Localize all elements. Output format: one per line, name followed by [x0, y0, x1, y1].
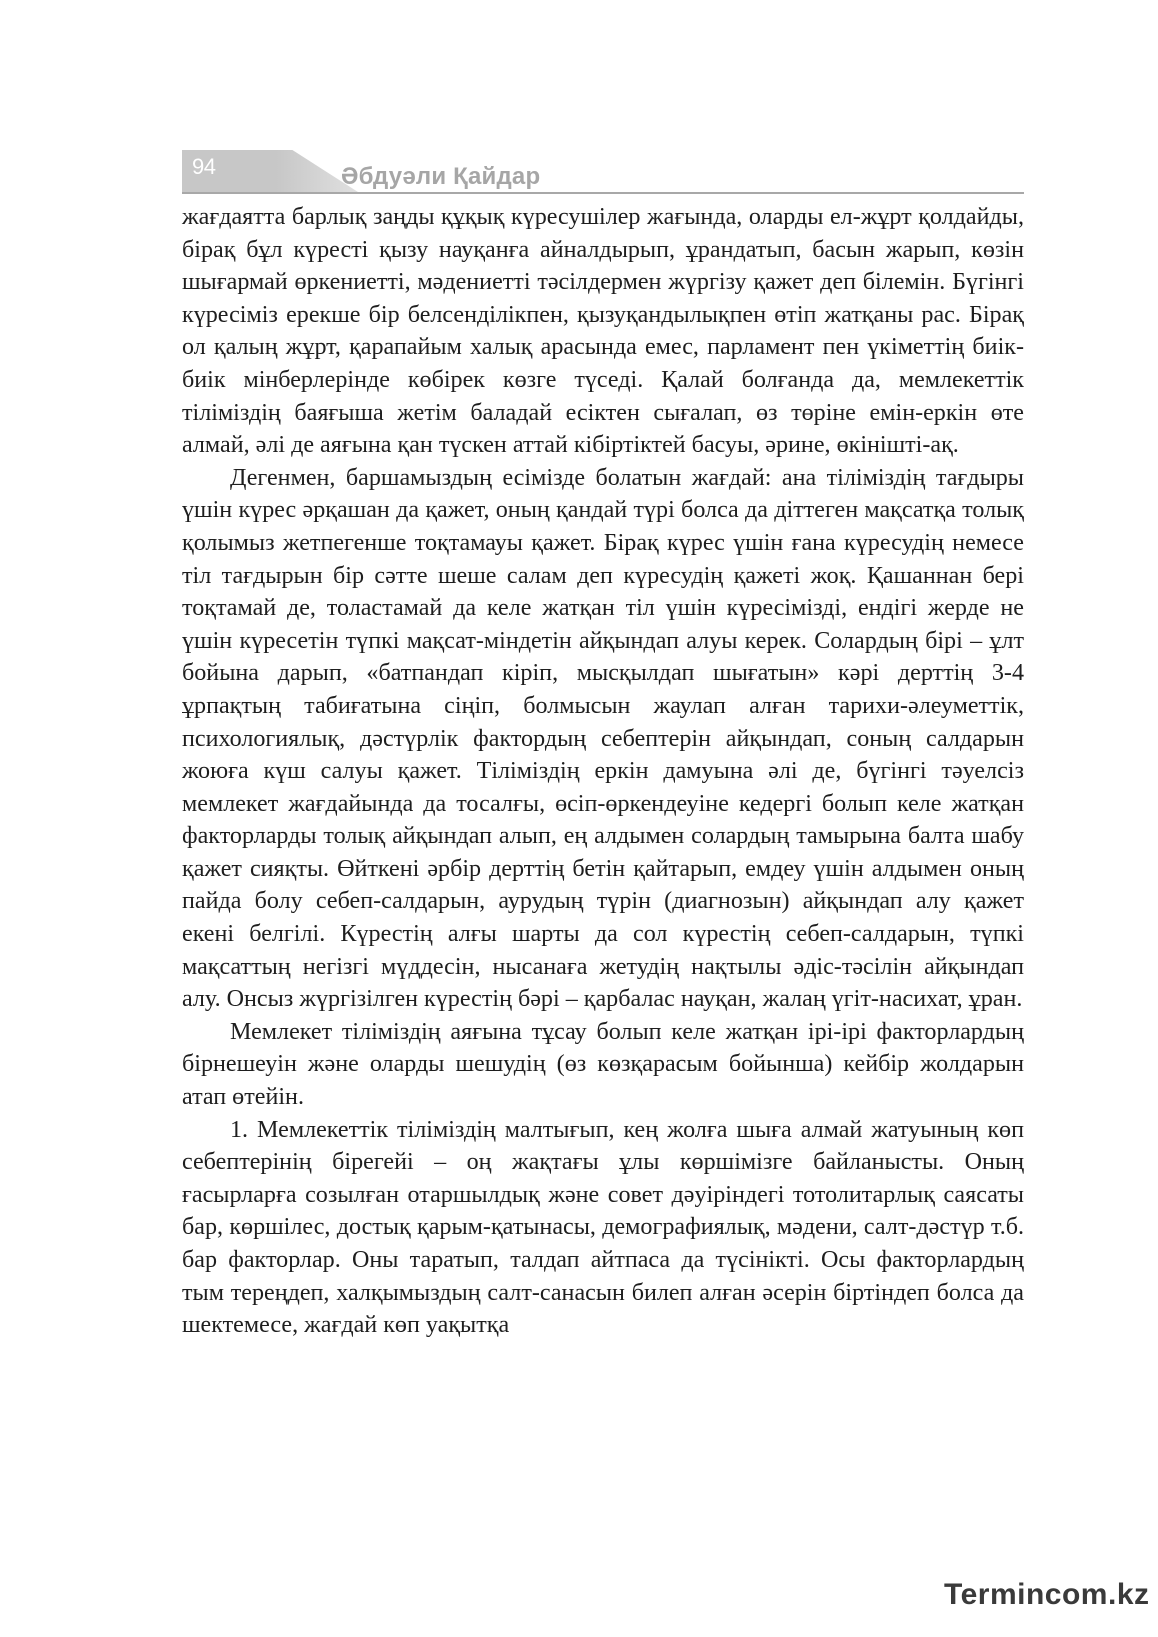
page-number: 94: [192, 154, 216, 179]
body-text: [182, 201, 1024, 1342]
running-head-author: Әбдуәли Қайдар: [341, 163, 541, 190]
paragraph-2: Дегенмен, баршамыздың есімізде болатын жағдай: ана тіліміздің тағдыры үшін күрес әрқашан да қажет, оның қандай түрі болса да діттеген мақсатқа толық қолымыз жетпегенше тоқтамауы қажет. Бірақ күрес үшін ғана күресудің немесе тіл тағдырын бір сәтте шеше салам деп күресудің қажеті жоқ. Қашаннан бері тоқтамай де, толастамай да келе жатқан тіл үшін күресімізді, ендігі жерде не үшін күресетін түпкі мақсат-міндетін айқындап алуы керек. Солардың бірі – ұлт бойына дарып, «батпандап кіріп, мысқылдап шығатын» кәрі дерттің 3-4 ұрпақтың табиғатына сіңіп, болмысын жаулап алған тарихи-әлеуметтік, психологиялық, дәстүрлік фактордың себептерін айқындап, соның салдарын жоюға күш салуы қажет. Тіліміздің еркін дамуына әлі де, бүгінгі тәуелсіз мемлекет жағдайында да тосалғы, өсіп-өркендеуіне кедергі болып келе жатқан факторларды толық айқындап алып, ең алдымен солардың тамырына балта шабу қажет сияқты. Өйткені әрбір дерттің бетін қайтарып, емдеу үшін алдымен оның пайда болу себеп-салдарын, аурудың түрін (диагнозын) айқындап алу қажет екені белгілі. Күрестің алғы шарты да сол күрестің себеп-салдарын, түпкі мақсаттың негізгі мүддесін, нысанаға жетудің нақтылы әдіс-тәсілін айқындап алу. Онсыз жүргізілген күрестің бәрі – қарбалас науқан, жалаң үгіт-насихат, ұран.: [182, 464, 1024, 1013]
paragraph-1: жағдаятта барлық заңды құқық күресушілер жағында, оларды ел-жұрт қолдайды, бірақ бұл күресті қызу науқанға айналдырып, ұрандатып, басын жарып, көзін шығармай өркениетті, мәдениетті тәсілдермен жүргізу қажет деп білемін. Бүгінгі күресіміз ерекше бір белсенділікпен, қызуқандылықпен өтіп жатқаны рас. Бірақ ол қалың жұрт, қарапайым халық арасында емес, парламент пен үкіметтің биік-биік мінберлерінде көбірек көзге түседі. Қалай болғанда да, мемлекеттік тіліміздің баяғыша жетім баладай есіктен сығалап, өз төріне емін-еркін өте алмай, әлі де аяғына қан түскен аттай кібіртіктей басуы, әрине, өкінішті-ақ.: [182, 204, 1024, 459]
paragraph-3: Мемлекет тіліміздің аяғына тұсау болып келе жатқан ірі-ірі факторлардың бірнешеуін және оларды шешудің (өз көзқарасым бойынша) кейбір жолдарын атап өтейін.: [182, 1018, 1024, 1111]
page-header: [182, 150, 1024, 195]
watermark-logo: Termincom.kz: [944, 1578, 1150, 1611]
page-number-tab: [182, 150, 276, 192]
header-rule: [182, 192, 1024, 194]
paragraph-4: 1. Мемлекеттік тіліміздің малтығып, кең жолға шыға алмай жатуының көп себептерінің бірегейі – оң жақтағы ұлы көршімізге байланысты. Оның ғасырларға созылған отаршылдық және совет дәуіріндегі тотолитарлық саясаты бар, көршілес, достық қарым-қатынасы, демографиялық, мәдени, салт-дәстүр т.б. бар факторлар. Оны таратып, талдап айтпаса да түсінікті. Осы факторлардың тым тереңдеп, халқымыздың салт-санасын билеп алған әсерін біртіндеп болса да шектемесе, жағдай көп уақытқа: [182, 1116, 1024, 1339]
